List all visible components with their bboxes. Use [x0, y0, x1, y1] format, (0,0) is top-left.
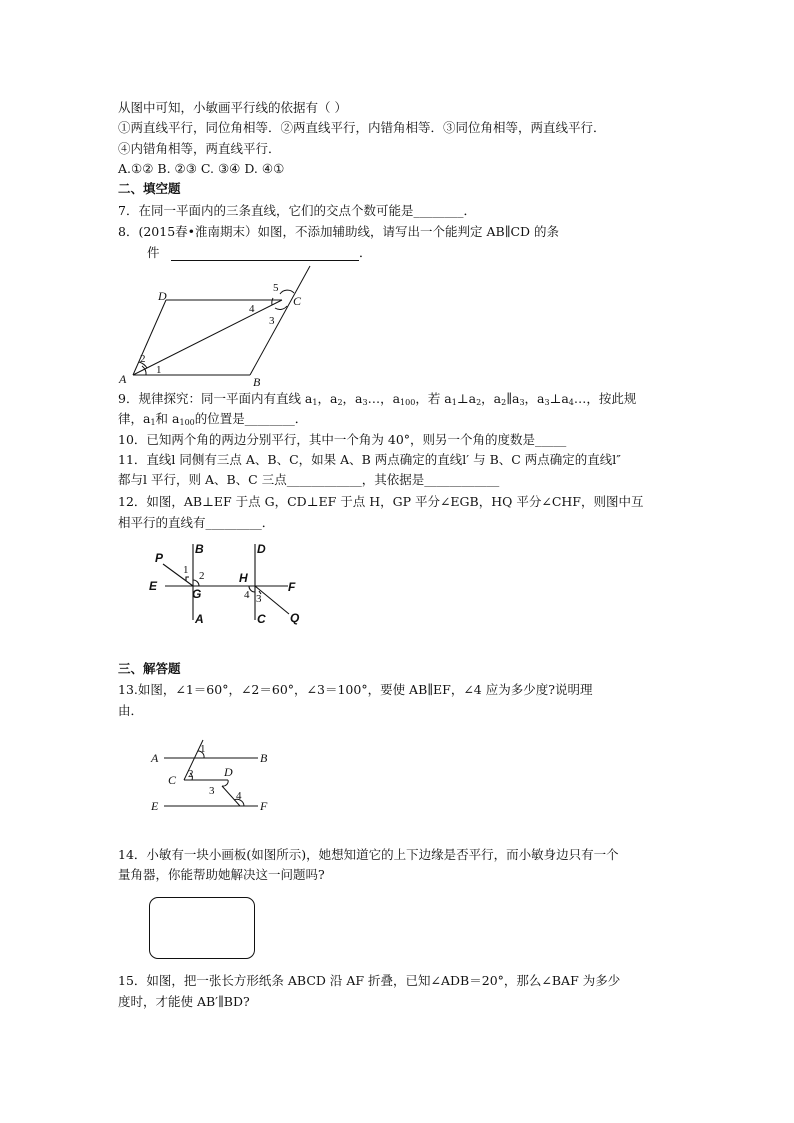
question-14-line-1: 14．小敏有一块小画板(如图所示)，她想知道它的上下边缘是否平行，而小敏身边只有一个 [118, 847, 619, 862]
angle-label-1: 1 [183, 564, 189, 576]
question-stem: 从图中可知，小敏画平行线的依据有（ ） [118, 100, 347, 115]
section-heading-fill-in: 二、填空题 [118, 181, 181, 196]
ray-gp [163, 564, 193, 586]
angle-label-3: 3 [209, 785, 215, 797]
section-heading-solutions: 三、解答题 [118, 661, 181, 676]
point-label-a: A [151, 751, 159, 765]
point-label-c: C [293, 294, 302, 308]
point-label-a: A [195, 612, 204, 626]
question-8-label: 件 [147, 245, 160, 260]
parallelogram-figure [110, 258, 330, 388]
question-15-line-2: 度时，才能使 AB′∥BD? [118, 994, 250, 1009]
point-label-d: D [158, 289, 167, 303]
angle-label-3: 3 [256, 593, 262, 605]
question-12-line-2: 相平行的直线有_________． [118, 515, 275, 530]
question-7: 7．在同一平面内的三条直线，它们的交点个数可能是________． [118, 203, 476, 218]
question-9-line-1: 9．规律探究：同一平面内有直线 $a_1$，$a_2$，$a_3\dots$，$a_{100}$，若 $a_1\perp a_2$，$a_2\parallel a_3$，$a_3\perp a_4\dots$，按此规 [118, 391, 637, 407]
angle-mark-4 [249, 586, 255, 592]
angle-label-4: 4 [244, 589, 250, 601]
angle-arc-3 [275, 306, 287, 309]
point-label-b: B [253, 375, 261, 389]
question-9-line-2: 律，$a_1$和 $a_{100}$的位置是________． [118, 411, 308, 427]
point-label-h: H [239, 571, 248, 585]
point-label-e: E [149, 579, 158, 593]
question-13-line-2: 由． [118, 703, 144, 718]
drawing-board-figure [149, 897, 255, 959]
point-label-f: F [260, 799, 268, 813]
parallel-lines-angle-figure [148, 738, 278, 818]
angle-arc-4 [272, 298, 273, 305]
angle-arc-3 [222, 780, 228, 786]
question-11-line-2: 都与l 平行，则 A、B、C 三点____________，其依据是____________ [118, 472, 500, 487]
extended-line-bc [250, 266, 310, 375]
angle-label-2: 2 [188, 768, 194, 780]
point-label-a: A [119, 372, 127, 386]
point-label-c: C [168, 773, 177, 787]
angle-label-4: 4 [249, 303, 255, 315]
question-13-line-1: 13.如图，∠1＝60°，∠2＝60°，∠3＝100°，要使 AB∥EF，∠4 应为多少度?说明理 [118, 682, 593, 697]
option-statements-1: ①两直线平行，同位角相等．②两直线平行，内错角相等．③同位角相等，两直线平行． [118, 120, 606, 135]
answer-choices: A.①② B. ②③ C. ③④ D. ④① [118, 161, 285, 176]
angle-label-1: 1 [156, 364, 162, 376]
point-label-b: B [260, 751, 268, 765]
question-15-line-1: 15．如图，把一张长方形纸条 ABCD 沿 AF 折叠，已知∠ADB＝20°，那么∠BAF 为多少 [118, 973, 621, 988]
angle-label-1: 1 [200, 743, 206, 755]
angle-label-5: 5 [273, 282, 279, 294]
point-label-q: Q [290, 611, 300, 625]
point-label-f: F [288, 580, 296, 594]
angle-arc-5 [280, 290, 294, 294]
point-label-d: D [257, 542, 266, 556]
point-label-e: E [151, 799, 159, 813]
question-8-line-1: 8．(2015春•淮南期末）如图，不添加辅助线，请写出一个能判定 AB∥CD 的条 [118, 224, 560, 239]
point-label-p: P [155, 551, 164, 565]
point-label-g: G [192, 587, 202, 601]
question-12-line-1: 12．如图，AB⊥EF 于点 G，CD⊥EF 于点 H，GP 平分∠EGB，HQ 平分∠CHF，则图中互 [118, 494, 644, 509]
angle-label-3: 3 [269, 315, 275, 327]
perpendicular-lines-figure [145, 540, 315, 630]
point-label-b: B [195, 542, 204, 556]
point-label-c: C [257, 612, 266, 626]
question-14-line-2: 量角器，你能帮助她解决这一问题吗? [118, 867, 325, 882]
question-8-end: ． [359, 245, 372, 260]
angle-mark-1 [186, 577, 189, 581]
angle-label-2: 2 [199, 570, 205, 582]
question-10: 10．已知两个角的两边分别平行，其中一个角为 40°，则另一个角的度数是_____ [118, 432, 567, 447]
point-label-d: D [224, 765, 233, 779]
angle-label-4: 4 [236, 790, 242, 802]
option-statements-2: ④内错角相等，两直线平行． [118, 141, 281, 156]
angle-label-2: 2 [140, 353, 146, 365]
question-11-line-1: 11．直线l 同侧有三点 A、B、C，如果 A、B 两点确定的直线l′ 与 B、C 两点确定的直线l″ [118, 452, 621, 467]
